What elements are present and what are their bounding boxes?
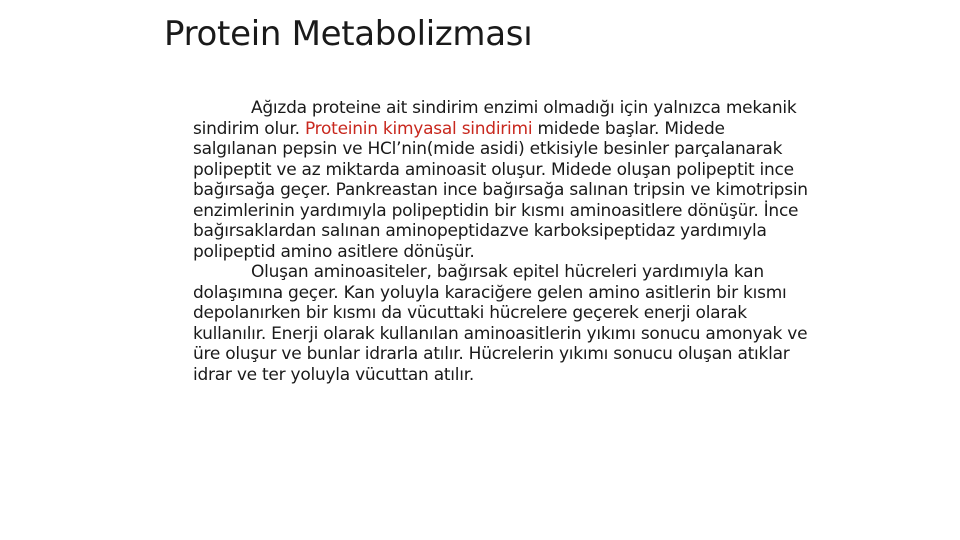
slide-title: Protein Metabolizması: [164, 14, 533, 54]
slide-body: [193, 98, 813, 385]
paragraph-digestion: [193, 98, 813, 262]
paragraph-absorption: Oluşan aminoasiteler, bağırsak epitel hücreleri yardımıyla kan dolaşımına geçer. Kan yoluyla karaciğere gelen amino asitlerin bir kısmı depolanırken bir kısmı da vücuttaki hücrelere geçerek enerji olarak kullanılır. Enerji olarak kullanılan aminoasitlerin yıkımı sonucu amonyak ve üre oluşur ve bunlar idrarla atılır. Hücrelerin yıkımı sonucu oluşan atıklar idrar ve ter yoluyla vücuttan atılır.: [193, 262, 808, 385]
highlight-chemical-digestion: Proteinin kimyasal sindirimi: [304, 118, 533, 139]
paragraph-digestion-text-start: Ağızda proteine ait sindirim enzimi olmadığı için yalnızca mekanik sindirim olur.: [193, 98, 797, 139]
paragraph-digestion-text-end: midede başlar. Midede salgılanan pepsin ve HCl’nin(mide asidi) etkisiyle besinler parçalanarak polipeptit ve az miktarda aminoasit oluşur. Midede oluşan polipeptit ince bağırsağa geçer. Pankreastan ince bağırsağa salınan tripsin ve kimotripsin enzimlerinin yardımıyla polipeptidin bir kısmı aminoasitlere dönüşür. İnce bağırsaklardan salınan aminopeptidazve karboksipeptidaz yardımıyla polipeptid amino asitlere dönüşür.: [193, 118, 808, 262]
